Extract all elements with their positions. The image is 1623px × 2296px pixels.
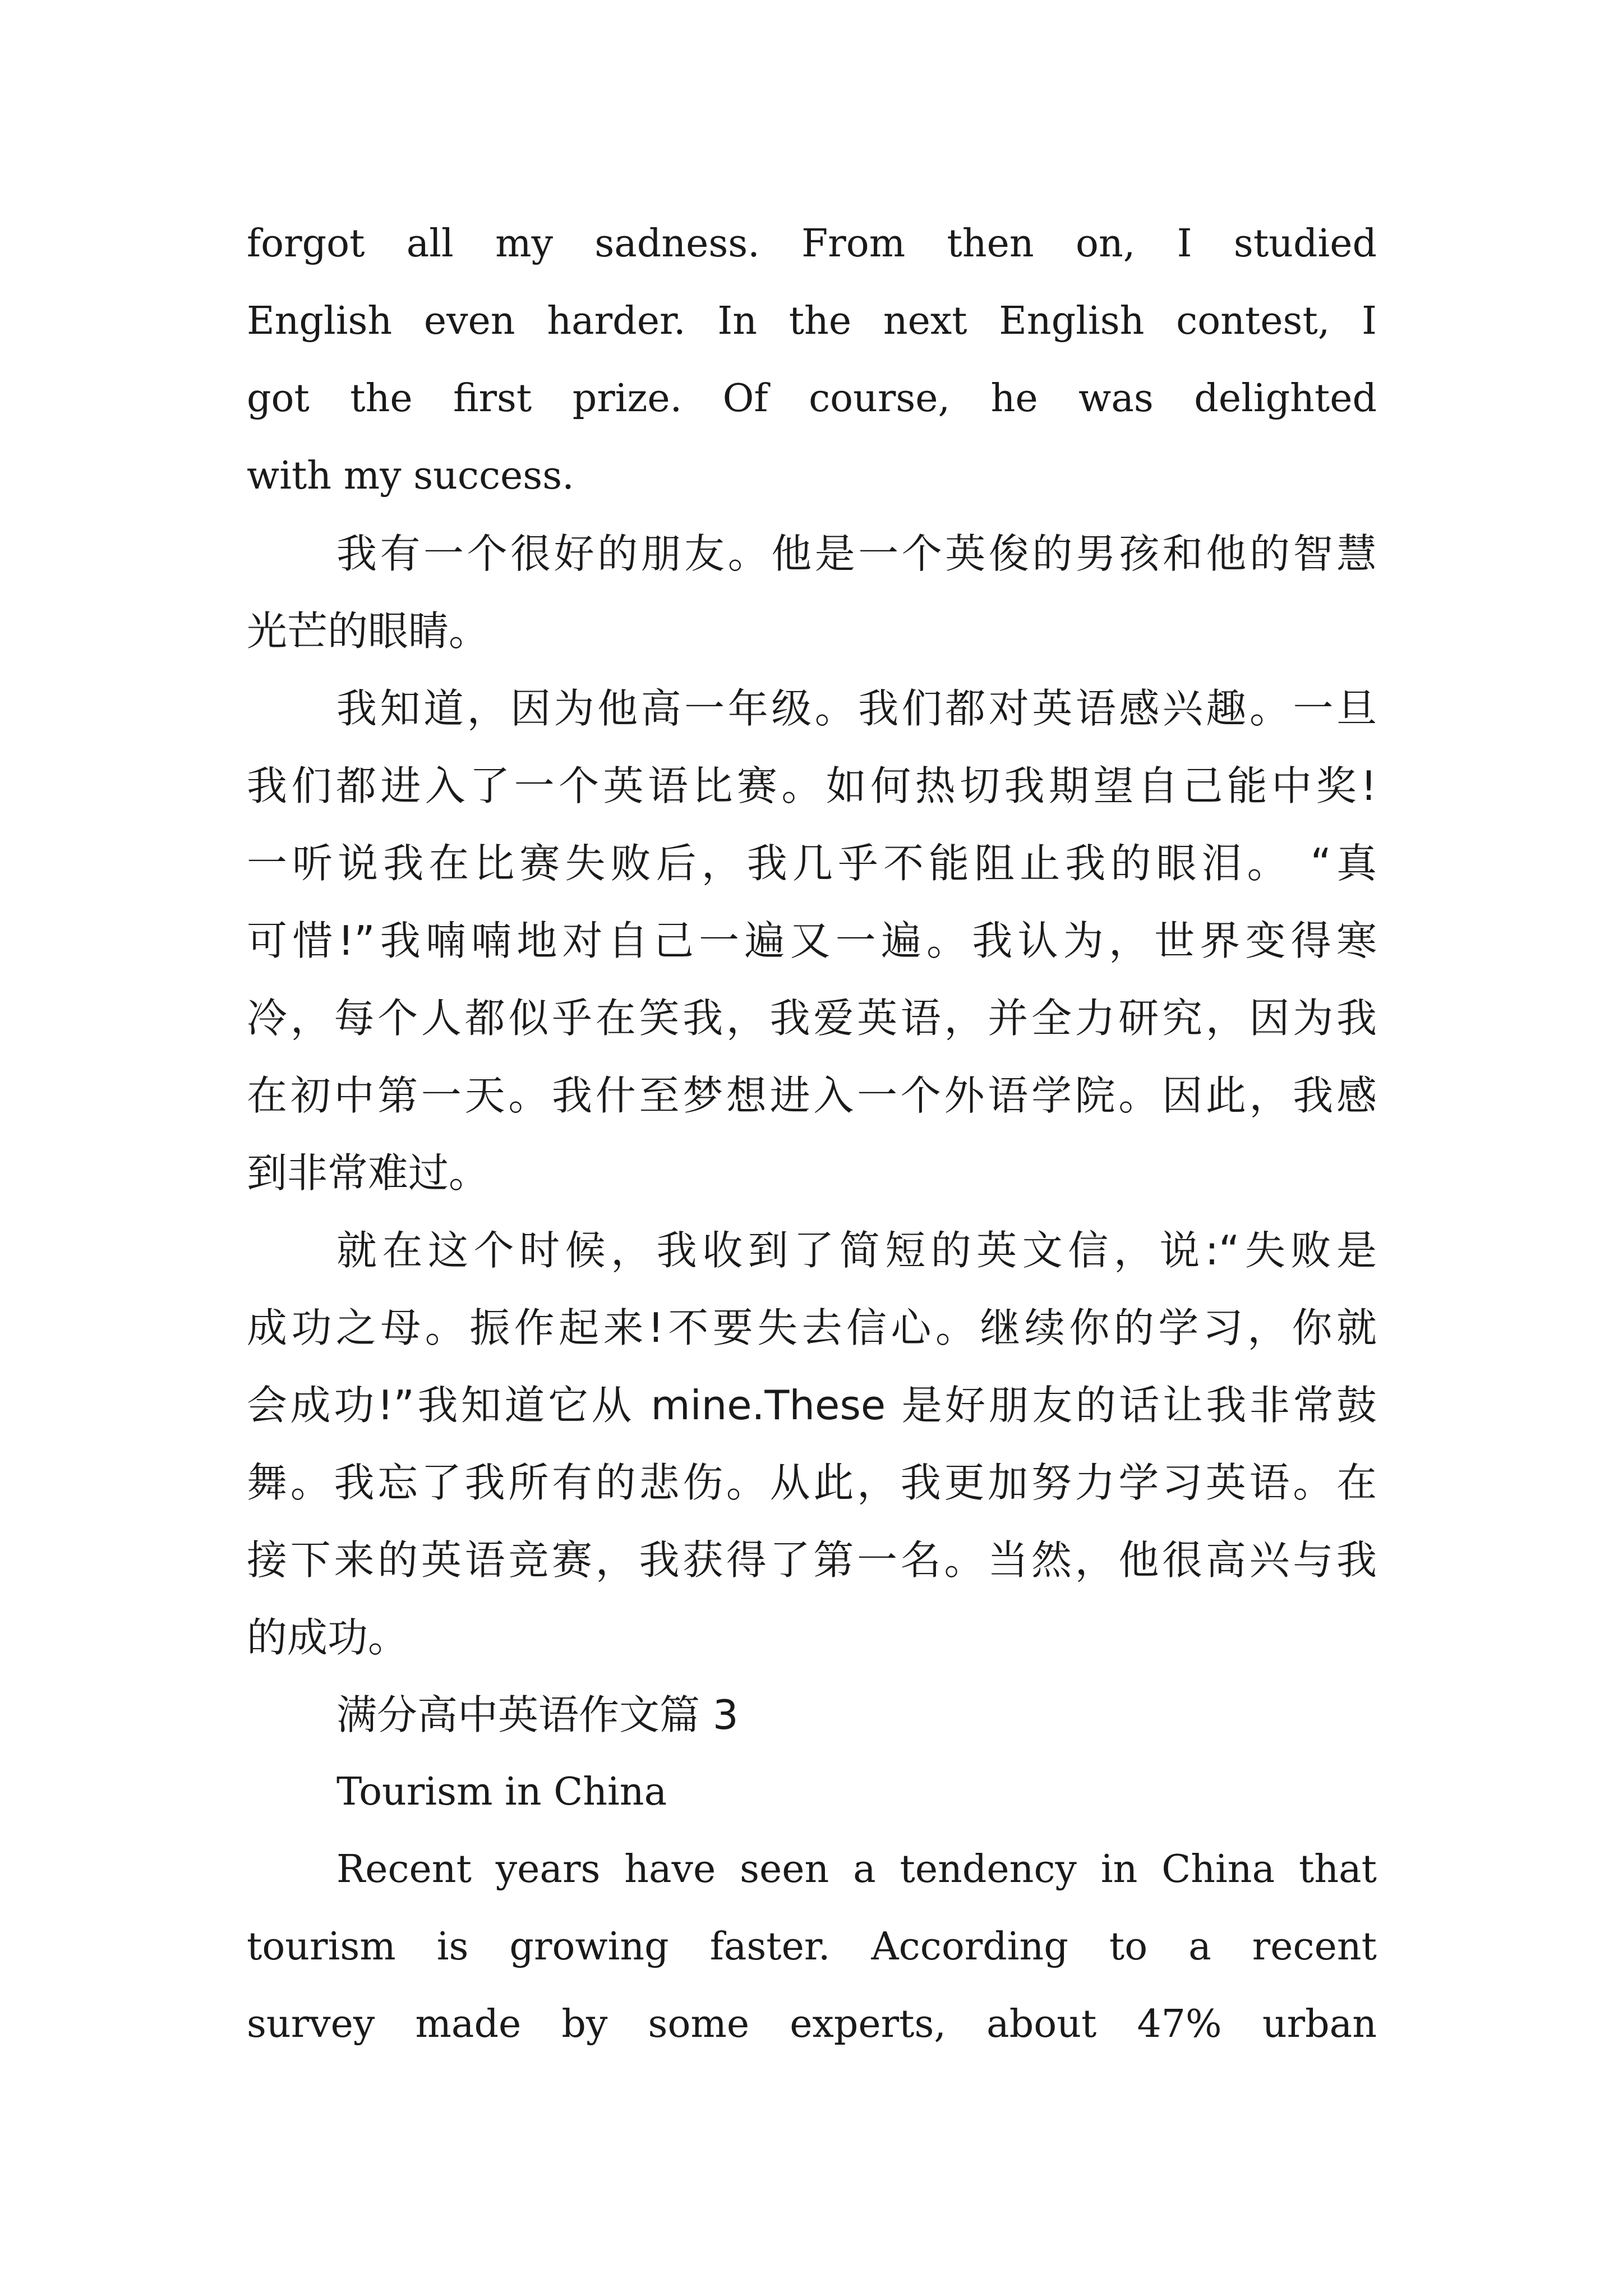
- text-line: 到非常难过。: [247, 1149, 490, 1197]
- text-line: 在初中第一天。我什至梦想进入一个外语学院。因此，我感: [247, 1072, 1377, 1119]
- text-line: tourism is growing faster. According to a recent: [247, 1925, 1377, 1969]
- text-line: 我们都进入了一个英语比赛。如何热切我期望自己能中奖!: [247, 762, 1377, 809]
- text-line: 接下来的英语竞赛，我获得了第一名。当然，他很高兴与我: [247, 1536, 1377, 1584]
- text-line: 就在这个时候，我收到了简短的英文信，说:“失败是: [336, 1227, 1377, 1274]
- text-line: 一听说我在比赛失败后，我几乎不能阻止我的眼泪。 “真: [247, 840, 1377, 887]
- section-heading: 满分高中英语作文篇 3: [336, 1691, 739, 1738]
- text-line: with my success.: [247, 454, 574, 498]
- text-line: 的成功。: [247, 1614, 409, 1661]
- text-line: 舞。我忘了我所有的悲伤。从此，我更加努力学习英语。在: [247, 1459, 1377, 1506]
- text-line: survey made by some experts, about 47% urban: [247, 2002, 1377, 2046]
- text-line: got the first prize. Of course, he was delighted: [247, 376, 1377, 421]
- text-line: 冷，每个人都似乎在笑我，我爱英语，并全力研究，因为我: [247, 995, 1377, 1042]
- text-line: 我知道，因为他高一年级。我们都对英语感兴趣。一旦: [336, 685, 1377, 732]
- text-line: 成功之母。振作起来!不要失去信心。继续你的学习，你就: [247, 1304, 1377, 1351]
- text-line: 光芒的眼睛。: [247, 608, 490, 655]
- essay-title: Tourism in China: [336, 1770, 667, 1814]
- text-line: forgot all my sadness. From then on, I studied: [247, 222, 1377, 266]
- text-line: English even harder. In the next English contest, I: [247, 299, 1377, 343]
- text-line: 可惜!”我喃喃地对自己一遍又一遍。我认为，世界变得寒: [247, 917, 1377, 964]
- text-line: Recent years have seen a tendency in China that: [336, 1847, 1377, 1892]
- text-line: 会成功!”我知道它从 mine.These 是好朋友的话让我非常鼓: [247, 1382, 1377, 1429]
- text-line: 我有一个很好的朋友。他是一个英俊的男孩和他的智慧: [336, 530, 1377, 577]
